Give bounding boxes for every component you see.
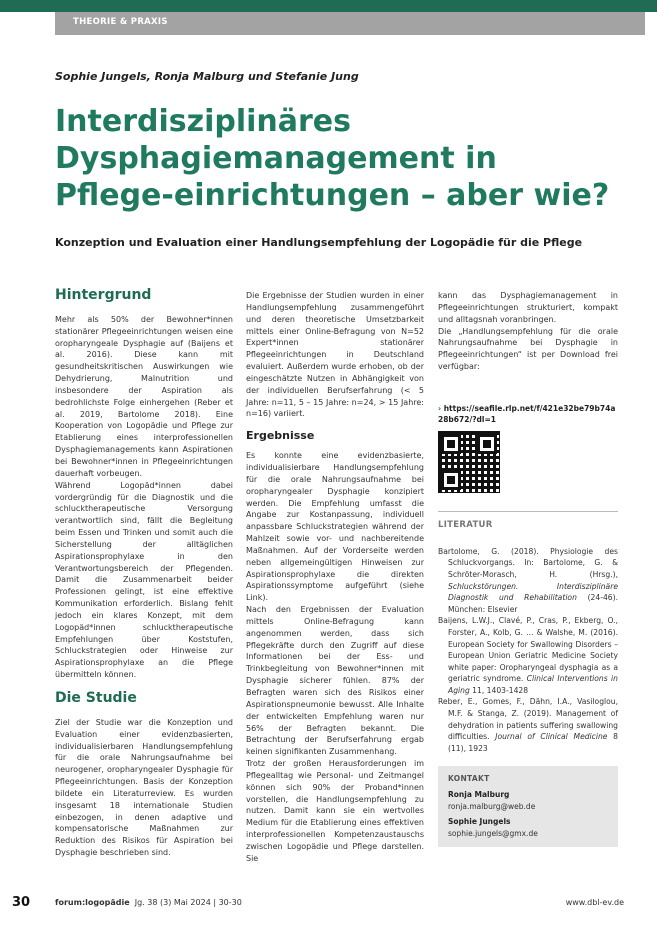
column-3 xyxy=(438,290,618,847)
reference-item: Bartolome, G. (2018). Physiologie des Schluckvorgangs. In: Bartolome, G. & Schröter-Morasch, H. (Hrsg.), Schluckstörungen. Interdisziplinäre Diagnostik und Rehabilitation (24-46). München: Elsevier xyxy=(438,546,618,614)
download-link[interactable]: https://seafile.rlp.net/f/421e32be79b74a28b672/?dl=1 xyxy=(438,403,616,424)
contact-name: Sophie Jungels xyxy=(448,817,511,827)
paragraph: Nach den Ergebnissen der Evaluation mittels Online-Befragung kann angenommen werden, dass sich Pflegekräfte durch den Zugriff auf diese Informationen bei der Ess- und Trinkbegleitung von Bewohner*innen mit Dysphagie sicherer fühlen. 87% der Befragten waren sich des Risikos einer Aspirationspneumonie bewusst. Alle Inhalte der entwickelten Empfehlung waren nur 56% der Befragten bekannt. Die Betrachtung der Berufserfahrung ergab keinen signifikanten Zusammenhang. xyxy=(246,605,424,757)
contact-box xyxy=(438,766,618,847)
arrow-icon: › xyxy=(438,403,442,413)
article-title: Interdisziplinäres Dysphagiemanagement in Pflege-einrichtungen – aber wie? xyxy=(55,104,610,213)
paragraph: Die „Handlungsempfehlung für die orale Nahrungsaufnahme bei Dysphagie in Pflegeeinrichtungen“ ist per Download frei verfügbar: xyxy=(438,326,618,372)
paragraph: Mehr als 50% der Bewohner*innen stationärer Pflegeeinrichtungen weisen eine oropharyngeale Dysphagie auf (Baijens et al. 2016). Diese kann mit gesundheitskritischen Auswirkungen wie Dehydrierung, Malnutrition und insbesondere der Aspiration als bedrohlichste Folge einhergehen (Reber et al. 2019, Bartolome 2018). Eine Kooperation von Logopädie und Pflege zur Etablierung eines interprofessionellen Dysphagiemanagements kann Aspirationen bei Bewohner*innen in Pflegeeinrichtungen dauerhaft vorbeugen. xyxy=(55,314,233,478)
paragraph: Es konnte eine evidenzbasierte, individualisierbare Handlungsempfehlung für die orale Nahrungsaufnahme bei oropharyngealer Dysphagie konzipiert werden. Die Empfehlung umfasst die Angabe zur Kostanpassung, individuell anpassbare Schluckstrategien während der Mahlzeit sowie vor- und nachbereitende Maßnahmen. Auf der Vorderseite werden neben allgemeingültigen Hinweisen zur Aspirationsprophylaxe die direkten Aspirationssymptome aufgeführt (siehe Link). xyxy=(246,451,424,603)
download-link-row xyxy=(438,403,618,425)
contact-email[interactable]: ronja.malburg@web.de xyxy=(448,802,536,812)
page-number: 30 xyxy=(12,895,31,910)
section-tag-label: THEORIE & PRAXIS xyxy=(73,17,168,27)
paragraph: Ziel der Studie war die Konzeption und Evaluation einer evidenzbasierten, individualisierbaren Handlungsempfehlung für die orale Nahrungsaufnahme bei neurogener, oropharyngealer Dysphagie für Pflegeeinrichtungen. Basis der Konzeption bildete ein Literaturreview. Es wurden insgesamt 18 internationale Studien einbezogen, in denen adaptive und kompensatorische Maßnahmen zur Reduktion des Risikos für Aspiration bei Dysphagie beschrieben sind. xyxy=(55,717,233,858)
paragraph: Trotz der großen Herausforderungen im Pflegealltag wie Personal- und Zeitmangel können sich 90% der Proband*innen vorstellen, die Handlungsempfehlung zu nutzen. Damit kann sie ein wertvolles Medium für die Etablierung eines effektiven interprofessionellen Kompetenzaustauschs zwischen Logopädie und Pflege darstellen. Sie xyxy=(246,759,424,863)
column-1 xyxy=(55,287,233,859)
contact-email[interactable]: sophie.jungels@gmx.de xyxy=(448,829,538,839)
paragraph: Die Ergebnisse der Studien wurden in einer Handlungsempfehlung zusammengeführt und deren theoretische Umsetzbarkeit mittels einer Online-Befragung von N=52 Expert*innen stationärer Pflegeeinrichtungen in Deutschland evaluiert. Außerdem wurde erhoben, ob der eingeschätzte Nutzen in Abhängigkeit von der individuellen Berufserfahrung (< 5 Jahre: n=11, 5 – 15 Jahre: n=24, > 15 Jahre: n=16) variiert. xyxy=(246,291,424,419)
qr-code-icon xyxy=(438,431,500,493)
contact-heading: KONTAKT xyxy=(448,774,490,784)
heading-hintergrund: Hintergrund xyxy=(55,287,152,303)
heading-studie: Die Studie xyxy=(55,690,137,706)
heading-ergebnisse: Ergebnisse xyxy=(246,429,315,443)
reference-item: Reber, E., Gomes, F., Dähn, I.A., Vasiloglou, M.F. & Stanga, Z. (2019). Management of dehydration in patients suffering swallowing difficulties. Journal of Clinical Medicine 8 (11), 1923 xyxy=(438,697,618,753)
section-tag xyxy=(55,12,645,35)
divider xyxy=(438,511,618,512)
paragraph: kann das Dysphagiemanagement in Pflegeeinrichtungen strukturiert, kompakt und alltagsnah voranbringen. xyxy=(438,291,618,324)
reference-item: Baijens, L.W.J., Clavé, P., Cras, P., Ekberg, O., Forster, A., Kolb, G. … & Walshe, M. (2016). European Society for Swallowing Disorders – European Union Geriatric Medicine Society white paper: Oropharyngeal dysphagia as a geriatric syndrome. Clinical Interventions in Aging 11, 1403-1428 xyxy=(438,616,618,695)
paragraph: Während Logopäd*innen dabei vordergründig für die Diagnostik und die schlucktherapeutische Versorgung verantwortlich sind, fällt die Begleitung beim Essen und Trinken und somit auch die Sicherstellung der alltäglichen Aspirationsprophylaxe in den Verantwortungsbereich der Pflegenden. Damit die Zusammenarbeit beider Professionen gelingt, ist eine effektive Kommunikation erforderlich. Bislang fehlt jedoch ein klares Konzept, mit dem Logopäd*innen schlucktherapeutische Empfehlungen über Koststufen, Schluckstrategien oder Hinweise zur Aspirationsprophylaxe an die Pflege übermitteln können. xyxy=(55,480,233,680)
column-2 xyxy=(246,290,424,865)
journal-info: forum:logopädie Jg. 38 (3) Mai 2024 | 30-30 xyxy=(55,898,242,907)
article-authors: Sophie Jungels, Ronja Malburg und Stefanie Jung xyxy=(55,70,359,83)
literature-heading: LITERATUR xyxy=(438,519,493,530)
article-subtitle: Konzeption und Evaluation einer Handlungsempfehlung der Logopädie für die Pflege xyxy=(55,236,583,249)
website-link[interactable]: www.dbl-ev.de xyxy=(565,898,624,907)
top-color-bar xyxy=(0,0,657,12)
contact-name: Ronja Malburg xyxy=(448,790,510,800)
